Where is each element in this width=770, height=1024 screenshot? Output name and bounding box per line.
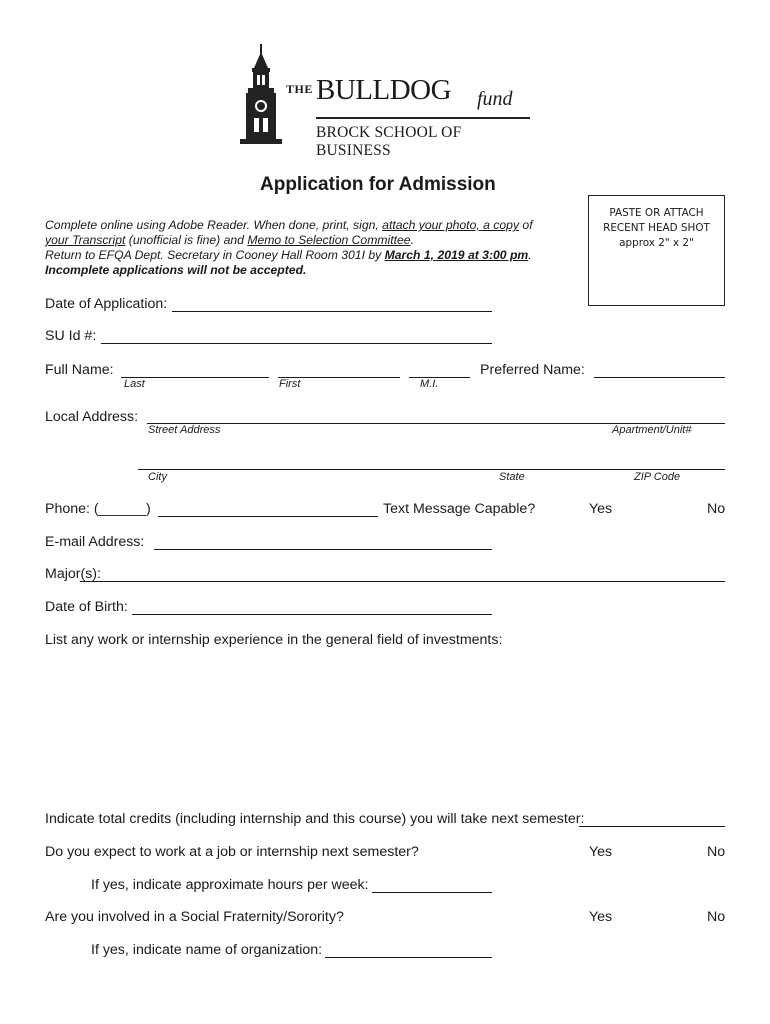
apartment-sublabel: Apartment/Unit#	[612, 424, 692, 436]
work-next-semester-no[interactable]: No	[707, 844, 726, 860]
street-address-sublabel: Street Address	[148, 424, 221, 436]
dob-label: Date of Birth:	[45, 599, 128, 615]
full-name-label: Full Name:	[45, 362, 114, 378]
city-state-zip-field[interactable]	[138, 469, 725, 470]
photo-box-line-2: RECENT HEAD SHOT	[603, 222, 710, 234]
instr-text: Return to EFQA Dept. Secretary in Cooney Hall Room 301I by	[45, 248, 385, 262]
first-sublabel: First	[279, 378, 301, 390]
city-sublabel: City	[148, 471, 167, 483]
state-sublabel: State	[499, 471, 525, 483]
text-capable-no[interactable]: No	[707, 501, 726, 517]
middle-initial-field[interactable]	[409, 377, 470, 378]
zip-sublabel: ZIP Code	[634, 471, 681, 483]
instructions-warning: Incomplete applications will not be accepted.	[45, 263, 307, 277]
hours-per-week-label: If yes, indicate approximate hours per week:	[91, 877, 369, 893]
fraternity-yes[interactable]: Yes	[589, 909, 613, 925]
last-sublabel: Last	[124, 378, 145, 390]
logo-school-name: BROCK SCHOOL OF BUSINESS	[316, 124, 462, 159]
instructions-line-2	[45, 233, 414, 247]
text-capable-yes[interactable]: Yes	[589, 501, 613, 517]
local-address-label: Local Address:	[45, 409, 139, 425]
logo-the: THE	[286, 82, 313, 96]
total-credits-label: Indicate total credits (including internship and this course) you will take next semester:	[45, 811, 585, 827]
instructions-line-1	[45, 218, 533, 232]
logo-bulldog: BULLDOG	[316, 74, 452, 106]
work-experience-label: List any work or internship experience in the general field of investments:	[45, 632, 503, 648]
photo-box-line-3: approx 2" x 2"	[619, 237, 694, 249]
total-credits-field[interactable]	[579, 826, 725, 827]
instr-text: of	[519, 218, 533, 232]
instr-photo-transcript: attach your photo, a copy	[382, 218, 520, 232]
email-label: E-mail Address:	[45, 534, 145, 550]
work-experience-area[interactable]	[45, 652, 725, 802]
instr-deadline: March 1, 2019 at 3:00 pm	[384, 248, 529, 262]
instr-transcript: your Transcript	[45, 233, 126, 247]
photo-box-line-1: PASTE OR ATTACH	[609, 207, 704, 219]
work-next-semester-label: Do you expect to work at a job or internship next semester?	[45, 844, 419, 860]
fraternity-no[interactable]: No	[707, 909, 726, 925]
bulldog-fund-logo	[236, 44, 536, 159]
fraternity-label: Are you involved in a Social Fraternity/Sorority?	[45, 909, 344, 925]
date-of-application-field[interactable]	[172, 311, 492, 312]
su-id-field[interactable]	[101, 343, 492, 344]
clock-tower-icon	[236, 44, 288, 144]
date-of-application-label: Date of Application:	[45, 296, 168, 312]
logo-divider	[316, 117, 530, 119]
logo-fund: fund	[477, 88, 513, 110]
photo-box[interactable]	[588, 195, 725, 306]
work-next-semester-yes[interactable]: Yes	[589, 844, 613, 860]
instr-text: .	[528, 248, 532, 262]
instr-text: Complete online using Adobe Reader. When done, print, sign,	[45, 218, 383, 232]
mi-sublabel: M.I.	[420, 378, 439, 390]
hours-per-week-field[interactable]	[372, 892, 492, 893]
preferred-name-field[interactable]	[594, 377, 725, 378]
preferred-name-label: Preferred Name:	[480, 362, 585, 378]
dob-field[interactable]	[132, 614, 492, 615]
instr-text: (unofficial is fine) and	[125, 233, 248, 247]
org-name-field[interactable]	[325, 957, 492, 958]
su-id-label: SU Id #:	[45, 328, 97, 344]
phone-label: Phone: (______)	[45, 501, 151, 517]
instr-memo: Memo to Selection Committee	[247, 233, 411, 247]
majors-field[interactable]	[80, 581, 725, 582]
instructions-line-3	[45, 248, 532, 262]
instr-text: .	[410, 233, 414, 247]
page-title: Application for Admission	[260, 174, 496, 195]
org-name-label: If yes, indicate name of organization:	[91, 942, 323, 958]
email-field[interactable]	[154, 549, 492, 550]
phone-field[interactable]	[158, 516, 378, 517]
majors-label: Major(s):	[45, 566, 101, 582]
text-capable-label: Text Message Capable?	[383, 501, 536, 517]
